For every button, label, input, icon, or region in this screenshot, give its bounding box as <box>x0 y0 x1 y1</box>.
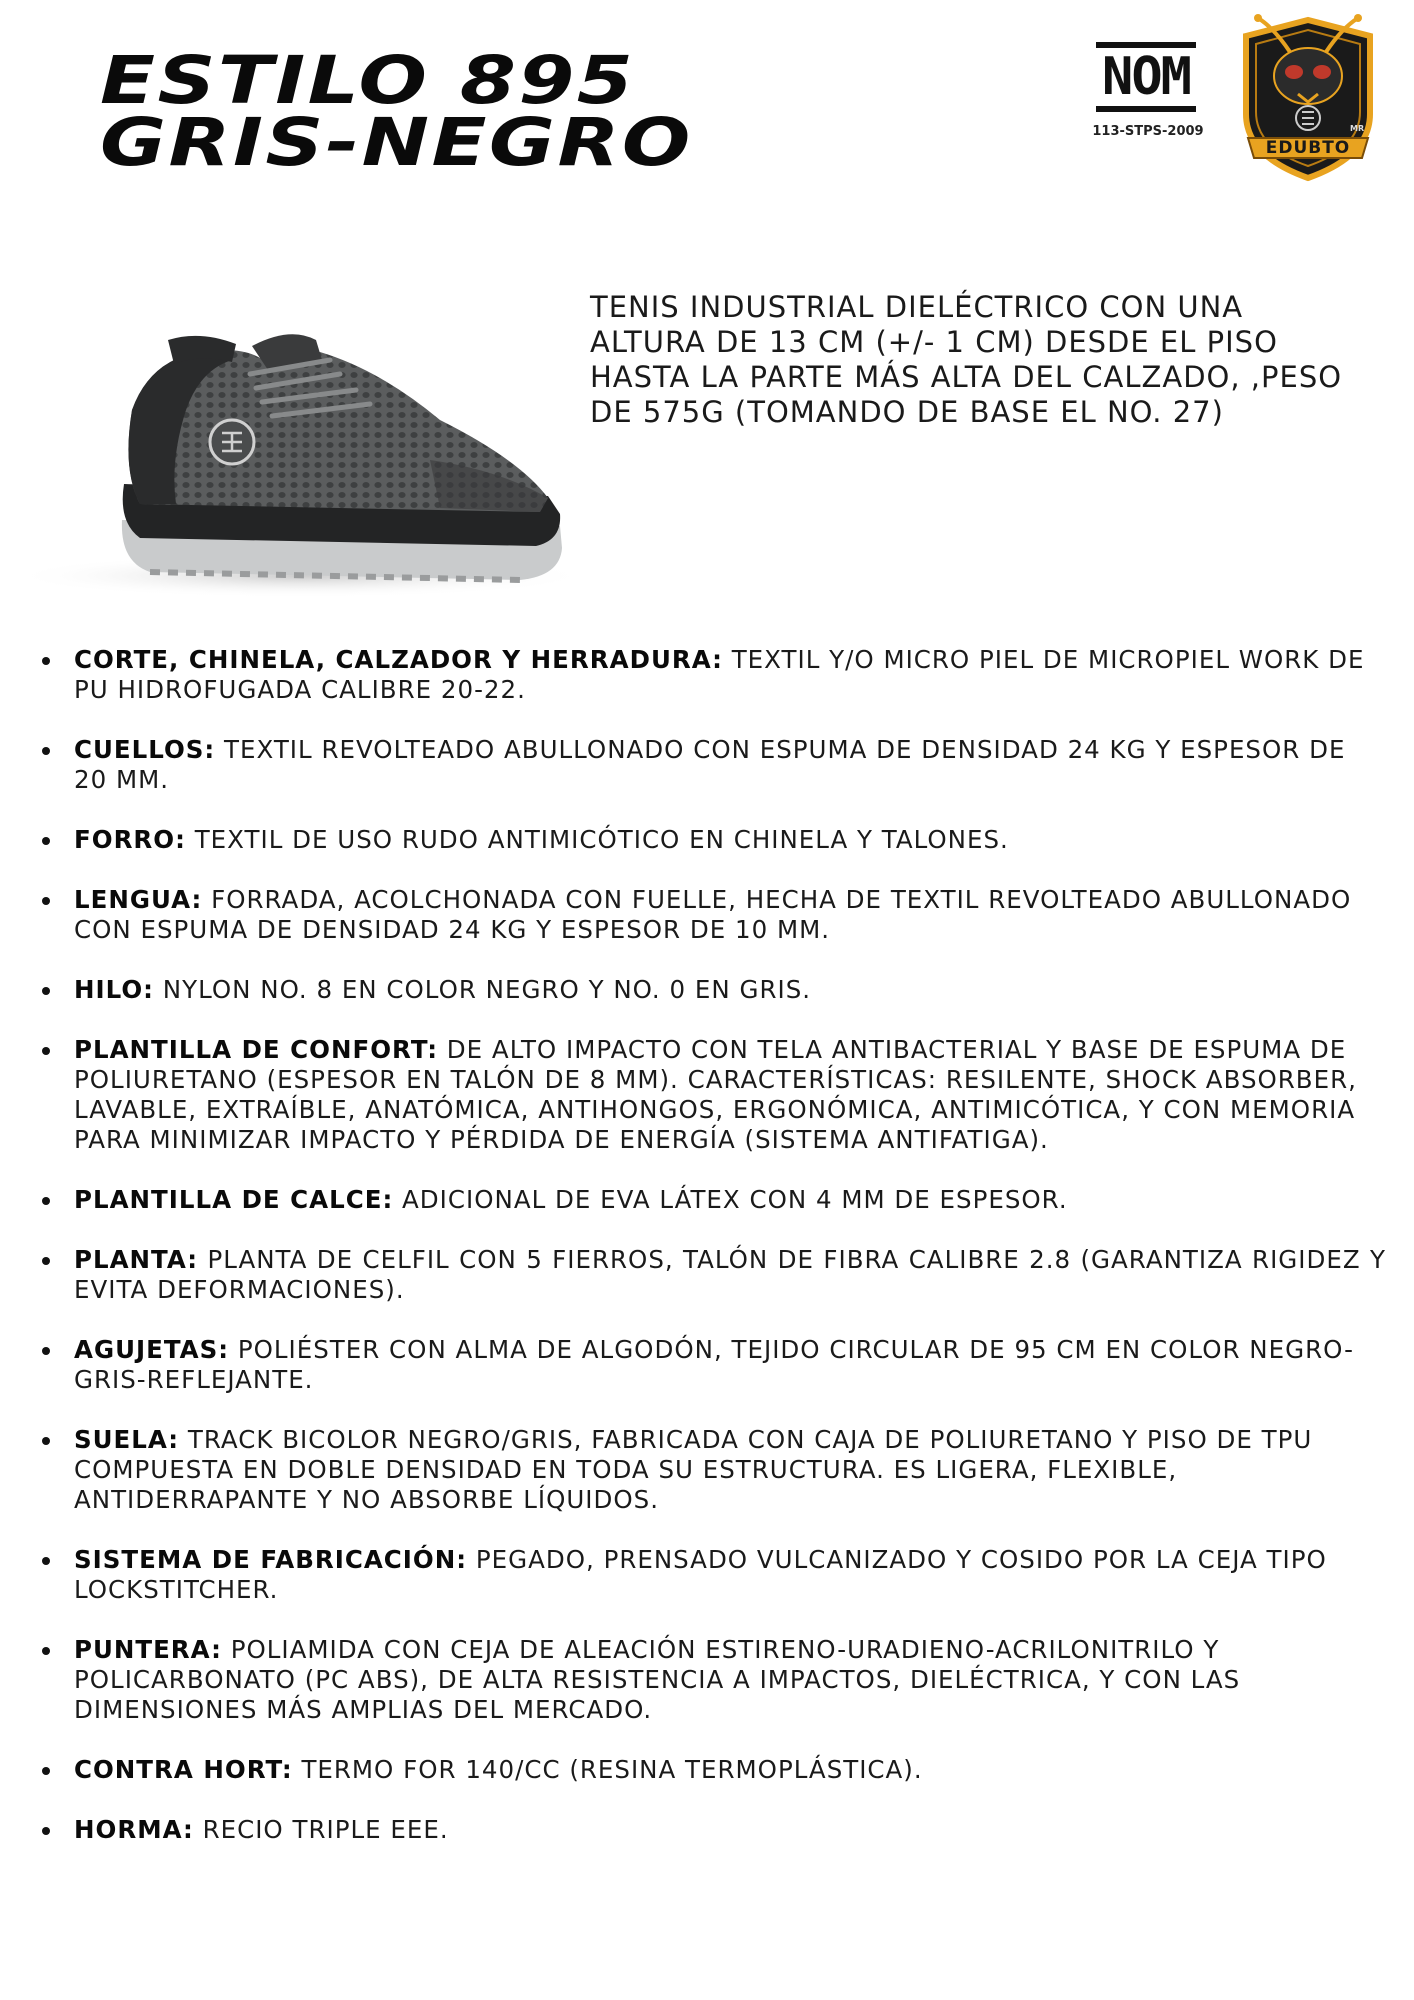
spec-item-cuellos <box>36 735 1386 795</box>
spec-item-hilo <box>36 975 1386 1005</box>
spec-text: TERMO FOR 140/CC (RESINA TERMOPLÁSTICA). <box>301 1755 923 1784</box>
spec-label: CORTE, CHINELA, CALZADOR Y HERRADURA: <box>74 645 723 674</box>
spec-item-planta <box>36 1245 1386 1305</box>
spec-item-agujetas <box>36 1335 1386 1395</box>
spec-label: PLANTA: <box>74 1245 199 1274</box>
spec-label: LENGUA: <box>74 885 203 914</box>
spec-text: RECIO TRIPLE EEE. <box>202 1815 449 1844</box>
spec-item-plantilla-calce <box>36 1185 1386 1215</box>
spec-text: TRACK BICOLOR NEGRO/GRIS, FABRICADA CON CAJA DE POLIURETANO Y PISO DE TPU COMPUESTA EN DOBLE DENSIDAD EN TODA SU ESTRUCTURA. ES LIGERA, FLEXIBLE, ANTIDERRAPANTE Y NO ABSORBE LÍQUIDOS. <box>74 1425 1313 1514</box>
spec-text: FORRADA, ACOLCHONADA CON FUELLE, HECHA DE TEXTIL REVOLTEADO ABULLONADO CON ESPUMA DE DENSIDAD 24 KG Y ESPESOR DE 10 MM. <box>74 885 1352 944</box>
spec-label: SUELA: <box>74 1425 180 1454</box>
safety-sneaker-icon <box>0 300 590 600</box>
spec-item-corte <box>36 645 1386 705</box>
spec-item-forro <box>36 825 1386 855</box>
ant-shield-icon <box>1228 6 1388 186</box>
spec-label: PLANTILLA DE CONFORT: <box>74 1035 438 1064</box>
product-image <box>0 300 590 600</box>
spec-text: PEGADO, PRENSADO VULCANIZADO Y COSIDO POR LA CEJA TIPO LOCKSTITCHER. <box>74 1545 1327 1604</box>
nom-standard: 113-STPS-2009 <box>1092 124 1204 139</box>
title-line-1: ESTILO 895 <box>100 42 636 119</box>
nom-certification-logo <box>1086 42 1210 152</box>
spec-label: HORMA: <box>74 1815 194 1844</box>
spec-item-sistema-fabricacion <box>36 1545 1386 1605</box>
nom-label: NOM <box>1096 42 1196 112</box>
spec-list <box>36 645 1386 1875</box>
title-line-2: GRIS-NEGRO <box>100 104 693 181</box>
spec-item-contra-hort <box>36 1755 1386 1785</box>
spec-text: NYLON NO. 8 EN COLOR NEGRO Y NO. 0 EN GRIS. <box>162 975 812 1004</box>
spec-text: ADICIONAL DE EVA LÁTEX CON 4 MM DE ESPESOR. <box>402 1185 1068 1214</box>
spec-text: TEXTIL DE USO RUDO ANTIMICÓTICO EN CHINELA Y TALONES. <box>194 825 1009 854</box>
spec-text: DE ALTO IMPACTO CON TELA ANTIBACTERIAL Y BASE DE ESPUMA DE POLIURETANO (ESPESOR EN TALÓN DE 8 MM). CARACTERÍSTICAS: RESILENTE, SHOCK ABSORBER, LAVABLE, EXTRAÍBLE, ANATÓMICA, ANTIHONGOS, ERGONÓMICA, ANTIMICÓTICA, Y CON MEMORIA PARA MINIMIZAR IMPACTO Y PÉRDIDA DE ENERGÍA (SISTEMA ANTIFATIGA). <box>74 1035 1357 1154</box>
spec-label: AGUJETAS: <box>74 1335 230 1364</box>
spec-item-plantilla-confort <box>36 1035 1386 1155</box>
spec-label: FORRO: <box>74 825 186 854</box>
spec-text: POLIAMIDA CON CEJA DE ALEACIÓN ESTIRENO-URADIENO-ACRILONITRILO Y POLICARBONATO (PC ABS), DE ALTA RESISTENCIA A IMPACTOS, DIELÉCTRICA, Y CON LAS DIMENSIONES MÁS AMPLIAS DEL MERCADO. <box>74 1635 1241 1724</box>
spec-item-horma <box>36 1815 1386 1845</box>
spec-text: TEXTIL Y/O MICRO PIEL DE MICROPIEL WORK DE PU HIDROFUGADA CALIBRE 20-22. <box>74 645 1365 704</box>
spec-label: HILO: <box>74 975 154 1004</box>
spec-label: PUNTERA: <box>74 1635 222 1664</box>
brand-registered-mark: MR <box>1350 124 1365 133</box>
page-title <box>100 42 693 181</box>
spec-text: PLANTA DE CELFIL CON 5 FIERROS, TALÓN DE FIBRA CALIBRE 2.8 (GARANTIZA RIGIDEZ Y EVITA DEFORMACIONES). <box>74 1245 1386 1304</box>
brand-name: EDUBTO <box>1265 138 1351 158</box>
spec-item-puntera <box>36 1635 1386 1725</box>
spec-label: CONTRA HORT: <box>74 1755 293 1784</box>
spec-text: TEXTIL REVOLTEADO ABULLONADO CON ESPUMA DE DENSIDAD 24 KG Y ESPESOR DE 20 MM. <box>74 735 1346 794</box>
spec-item-suela <box>36 1425 1386 1515</box>
spec-text: POLIÉSTER CON ALMA DE ALGODÓN, TEJIDO CIRCULAR DE 95 CM EN COLOR NEGRO-GRIS-REFLEJANTE. <box>74 1335 1354 1394</box>
product-description: TENIS INDUSTRIAL DIELÉCTRICO CON UNA ALTURA DE 13 CM (+/- 1 CM) DESDE EL PISO HASTA LA PARTE MÁS ALTA DEL CALZADO, ,PESO DE 575G (TOMANDO DE BASE EL NO. 27) <box>590 290 1343 429</box>
spec-label: PLANTILLA DE CALCE: <box>74 1185 394 1214</box>
spec-label: CUELLOS: <box>74 735 216 764</box>
spec-label: SISTEMA DE FABRICACIÓN: <box>74 1545 468 1574</box>
brand-logo <box>1228 6 1388 186</box>
spec-item-lengua <box>36 885 1386 945</box>
